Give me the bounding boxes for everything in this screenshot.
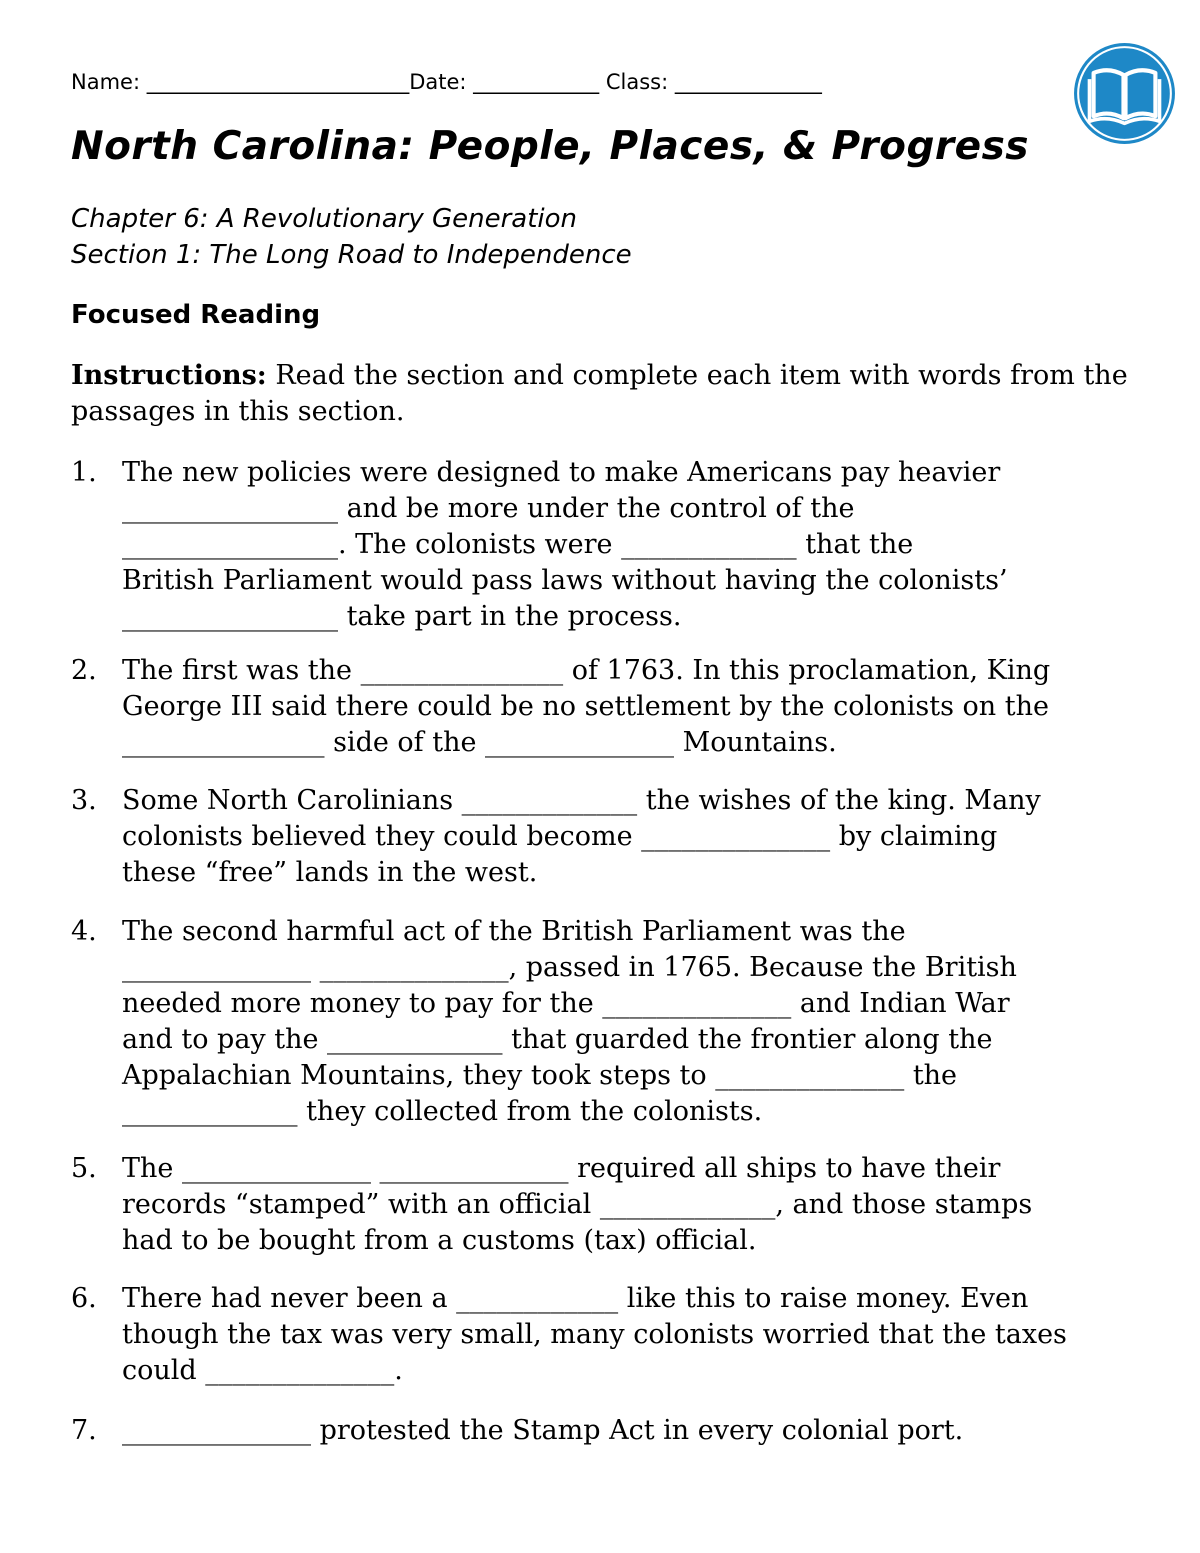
question-text: Some North Carolinians _____________ the wishes of the king. Many colonists believed they could become ______________ by claiming these “free” lands in the west. [122, 785, 1041, 888]
question-number: 3. [71, 785, 97, 816]
section-heading: Section 1: The Long Road to Independence [71, 240, 632, 270]
question-text: The new policies were designed to make Americans pay heavier ________________ and be more under the control of the ________________. The colonists were _____________ that the British Parliament would pass laws without having the colonists’ ________________ take part in the process. [122, 457, 1008, 632]
instructions-paragraph [71, 358, 1131, 430]
worksheet-title: North Carolina: People, Places, & Progress [71, 124, 1029, 169]
question-text: The ______________ ______________ required all ships to have their records “stamped” with an official _____________, and those stamps had to be bought from a customs (tax) official. [122, 1153, 1033, 1256]
question-number: 5. [71, 1153, 97, 1184]
question-text: The first was the _______________ of 1763. In this proclamation, King George III said there could be no settlement by the colonists on the _______________ side of the ______________ Mountains. [122, 655, 1051, 758]
question-text: ______________ protested the Stamp Act in every colonial port. [122, 1415, 964, 1446]
instructions-text: Read the section and complete each item with words from the passages in this section. [71, 360, 1128, 427]
chapter-heading: Chapter 6: A Revolutionary Generation [71, 204, 578, 234]
student-info-line: Name: _________________________Date: ____________ Class: ______________ [71, 70, 822, 94]
question-number: 1. [71, 457, 97, 488]
open-book-icon [1073, 42, 1176, 145]
question-text: The second harmful act of the British Parliament was the ______________ ______________, passed in 1765. Because the British needed more money to pay for the ______________ and Indian War and to pay the _____________ that guarded the frontier along the Appalachian Mountains, they took steps to ______________ the _____________ they collected from the colonists. [122, 916, 1017, 1127]
focused-reading-heading: Focused Reading [71, 300, 321, 330]
question-number: 6. [71, 1283, 97, 1314]
question-number: 7. [71, 1415, 97, 1446]
instructions-label: Instructions: [71, 360, 267, 391]
question-number: 2. [71, 655, 97, 686]
question-number: 4. [71, 916, 97, 947]
question-text: There had never been a ____________ like this to raise money. Even though the tax was very small, many colonists worried that the taxes could ______________. [122, 1283, 1067, 1386]
